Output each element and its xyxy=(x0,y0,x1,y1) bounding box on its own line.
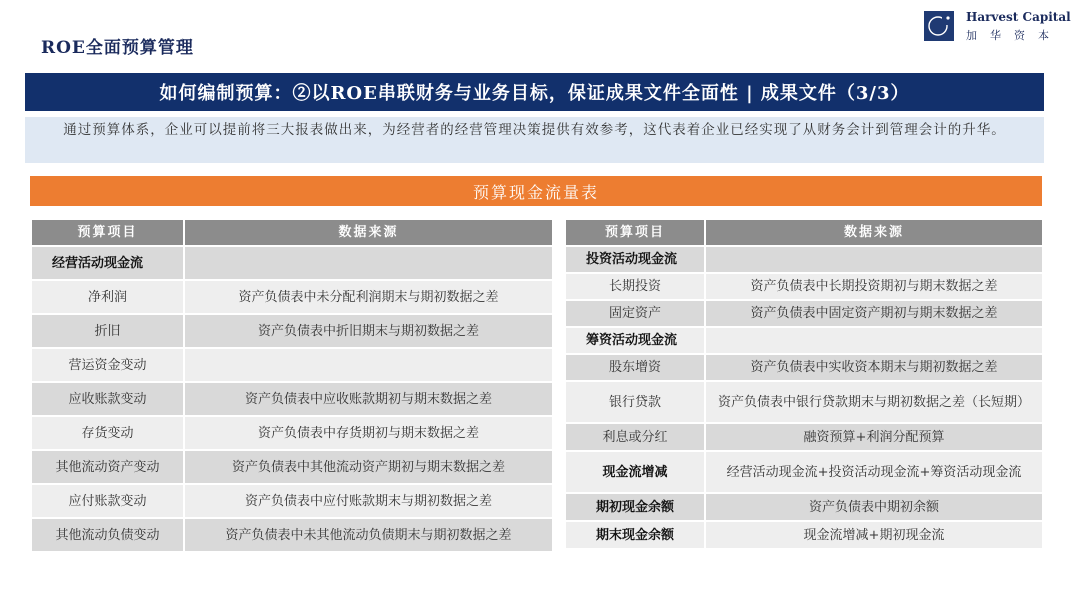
row-item: 现金流增减 xyxy=(565,451,705,493)
row-source: 资产负债表中应付账款期末与期初数据之差 xyxy=(184,484,553,518)
row-item: 净利润 xyxy=(31,280,184,314)
row-item: 筹资活动现金流 xyxy=(565,327,705,354)
row-item: 期初现金余额 xyxy=(565,493,705,521)
table-row xyxy=(565,273,1043,300)
table-row xyxy=(565,493,1043,521)
row-source xyxy=(705,246,1043,273)
table-row xyxy=(565,300,1043,327)
table-row xyxy=(31,314,553,348)
row-source: 资产负债表中期初余额 xyxy=(705,493,1043,521)
column-header-source: 数据来源 xyxy=(184,219,553,246)
logo-english-name: Harvest Capital xyxy=(966,10,1071,24)
row-source: 资产负债表中固定资产期初与期末数据之差 xyxy=(705,300,1043,327)
row-source xyxy=(184,348,553,382)
table-row xyxy=(31,382,553,416)
row-source xyxy=(184,246,553,280)
right-cashflow-table xyxy=(564,218,1044,550)
slide-banner xyxy=(25,73,1044,111)
page-title: ROE全面预算管理 xyxy=(41,38,194,58)
row-item: 其他流动负债变动 xyxy=(31,518,184,552)
table-row xyxy=(31,280,553,314)
table-row xyxy=(565,354,1043,381)
row-source: 资产负债表中未其他流动负债期末与期初数据之差 xyxy=(184,518,553,552)
harvest-logo-icon xyxy=(924,11,954,41)
column-header-item: 预算项目 xyxy=(565,219,705,246)
table-row xyxy=(31,246,553,280)
row-source xyxy=(705,327,1043,354)
row-source: 现金流增减+期初现金流 xyxy=(705,521,1043,549)
column-header-item: 预算项目 xyxy=(31,219,184,246)
row-item: 投资活动现金流 xyxy=(565,246,705,273)
table-row xyxy=(31,416,553,450)
row-item: 营运资金变动 xyxy=(31,348,184,382)
column-header-source: 数据来源 xyxy=(705,219,1043,246)
table-row xyxy=(565,381,1043,423)
row-item: 利息或分红 xyxy=(565,423,705,451)
table-row xyxy=(31,518,553,552)
company-logo xyxy=(924,8,1074,44)
row-source: 资产负债表中未分配利润期末与期初数据之差 xyxy=(184,280,553,314)
row-item: 其他流动资产变动 xyxy=(31,450,184,484)
row-source: 资产负债表中长期投资期初与期末数据之差 xyxy=(705,273,1043,300)
row-item: 期末现金余额 xyxy=(565,521,705,549)
row-source: 资产负债表中其他流动资产期初与期末数据之差 xyxy=(184,450,553,484)
row-item: 长期投资 xyxy=(565,273,705,300)
row-item: 股东增资 xyxy=(565,354,705,381)
row-source: 资产负债表中应收账款期初与期末数据之差 xyxy=(184,382,553,416)
table-row xyxy=(31,450,553,484)
row-item: 银行贷款 xyxy=(565,381,705,423)
intro-text: 通过预算体系，企业可以提前将三大报表做出来，为经营者的经营管理决策提供有效参考，这代表着企业已经实现了从财务会计到管理会计的升华。 xyxy=(25,117,1044,163)
table-row xyxy=(31,484,553,518)
row-source: 融资预算+利润分配预算 xyxy=(705,423,1043,451)
row-source: 资产负债表中银行贷款期末与期初数据之差（长短期） xyxy=(705,381,1043,423)
row-item: 固定资产 xyxy=(565,300,705,327)
row-source: 资产负债表中实收资本期末与期初数据之差 xyxy=(705,354,1043,381)
row-item: 应付账款变动 xyxy=(31,484,184,518)
row-source: 经营活动现金流+投资活动现金流+筹资活动现金流 xyxy=(705,451,1043,493)
section-title-bar xyxy=(30,176,1042,206)
table-row xyxy=(565,521,1043,549)
row-source: 资产负债表中存货期初与期末数据之差 xyxy=(184,416,553,450)
row-item: 存货变动 xyxy=(31,416,184,450)
row-item: 应收账款变动 xyxy=(31,382,184,416)
table-row xyxy=(31,348,553,382)
banner-text: 如何编制预算：②以ROE串联财务与业务目标，保证成果文件全面性 | 成果文件（3/3） xyxy=(159,83,910,104)
row-item: 经营活动现金流 xyxy=(31,246,184,280)
left-cashflow-table xyxy=(30,218,554,553)
row-source: 资产负债表中折旧期末与期初数据之差 xyxy=(184,314,553,348)
table-row xyxy=(565,327,1043,354)
table-row xyxy=(565,451,1043,493)
section-title: 预算现金流量表 xyxy=(472,182,599,202)
row-item: 折旧 xyxy=(31,314,184,348)
logo-chinese-name: 加华资本 xyxy=(966,29,1062,42)
table-row xyxy=(565,246,1043,273)
table-row xyxy=(565,423,1043,451)
